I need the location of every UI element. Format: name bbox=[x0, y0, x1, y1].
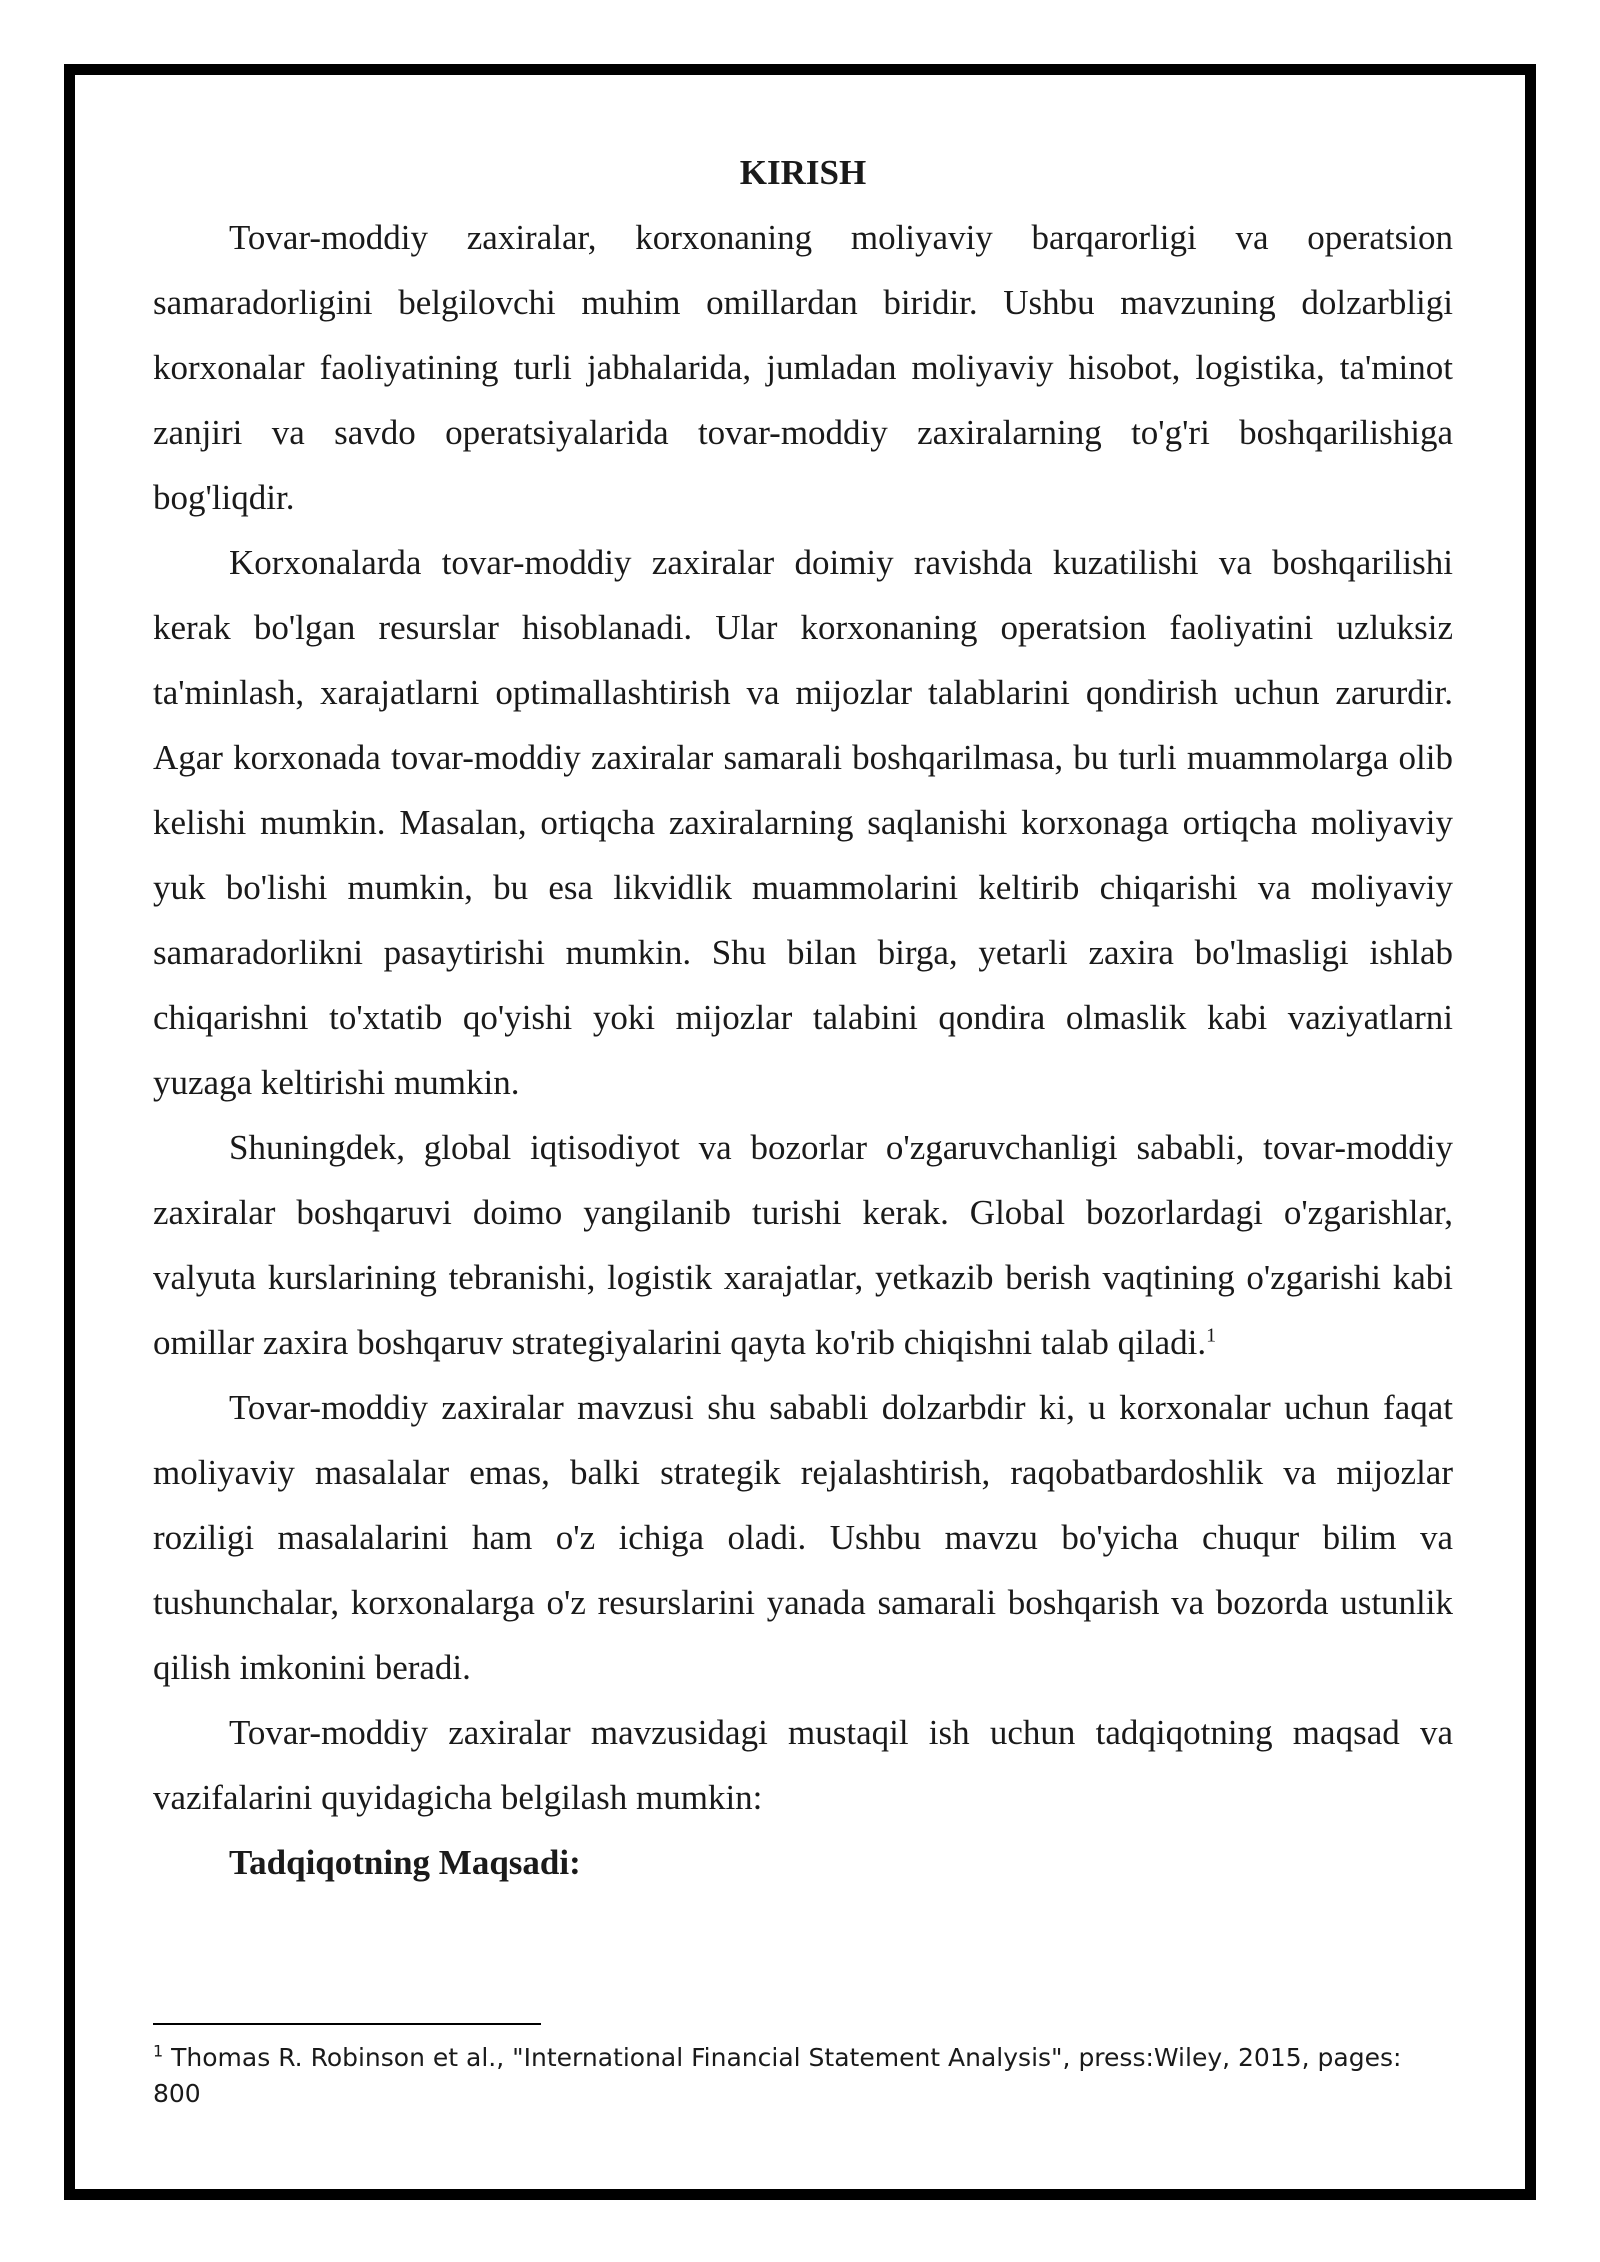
document-title: KIRISH bbox=[739, 153, 867, 192]
paragraph-4: Tovar-moddiy zaxiralar mavzusi shu sababli dolzarbdir ki, u korxonalar uchun faqat moliyaviy masalalar emas, balki strategik rejalashtirish, raqobatbardoshlik va mijozlar roziligi masalalarini ham o'z ichiga oladi. Ushbu mavzu bo'yicha chuqur bilim va tushunchalar, korxonalarga o'z resurslarini yanada samarali boshqarish va bozorda ustunlik qilish imkonini beradi. bbox=[153, 1388, 1453, 1687]
footnote-separator bbox=[153, 2023, 541, 2025]
footnote-number: 1 bbox=[153, 2041, 164, 2061]
paragraph-3-text: Shuningdek, global iqtisodiyot va bozorlar o'zgaruvchanligi sababli, tovar-moddiy zaxiralar boshqaruvi doimo yangilanib turishi kerak. Global bozorlardagi o'zgarishlar, valyuta kurslarining tebranishi, logistik xarajatlar, yetkazib berish vaqtining o'zgarishi kabi omillar zaxira boshqaruv strategiyalarini qayta ko'rib chiqishni talab qiladi. bbox=[153, 1128, 1453, 1362]
document-body bbox=[153, 145, 1453, 1895]
paragraph-2: Korxonalarda tovar-moddiy zaxiralar doimiy ravishda kuzatilishi va boshqarilishi kerak bo'lgan resurslar hisoblanadi. Ular korxonaning operatsion faoliyatini uzluksiz ta'minlash, xarajatlarni optimallashtirish va mijozlar talablarini qondirish uchun zarurdir. Agar korxonada tovar-moddiy zaxiralar samarali boshqarilmasa, bu turli muammolarga olib kelishi mumkin. Masalan, ortiqcha zaxiralarning saqlanishi korxonaga ortiqcha moliyaviy yuk bo'lishi mumkin, bu esa likvidlik muammolarini keltirib chiqarishi va moliyaviy samaradorlikni pasaytirishi mumkin. Shu bilan birga, yetarli zaxira bo'lmasligi ishlab chiqarishni to'xtatib qo'yishi yoki mijozlar talabini qondira olmaslik kabi vaziyatlarni yuzaga keltirishi mumkin. bbox=[153, 543, 1453, 1102]
paragraph-3 bbox=[153, 1115, 1453, 1375]
footnote bbox=[153, 2040, 1453, 2112]
paragraph-1: Tovar-moddiy zaxiralar, korxonaning moliyaviy barqarorligi va operatsion samaradorligini belgilovchi muhim omillardan biridir. Ushbu mavzuning dolzarbligi korxonalar faoliyatining turli jabhalarida, jumladan moliyaviy hisobot, logistika, ta'minot zanjiri va savdo operatsiyalarida tovar-moddiy zaxiralarning to'g'ri boshqarilishiga bog'liqdir. bbox=[153, 218, 1453, 517]
paragraph-5: Tovar-moddiy zaxiralar mavzusidagi mustaqil ish uchun tadqiqotning maqsad va vazifalarini quyidagicha belgilash mumkin: bbox=[153, 1713, 1453, 1817]
footnote-reference[interactable]: 1 bbox=[1206, 1324, 1217, 1347]
section-subheading: Tadqiqotning Maqsadi: bbox=[229, 1843, 581, 1882]
footnote-text: Thomas R. Robinson et al., "International Financial Statement Analysis", press:Wiley, 2015, pages: 800 bbox=[153, 2043, 1402, 2108]
